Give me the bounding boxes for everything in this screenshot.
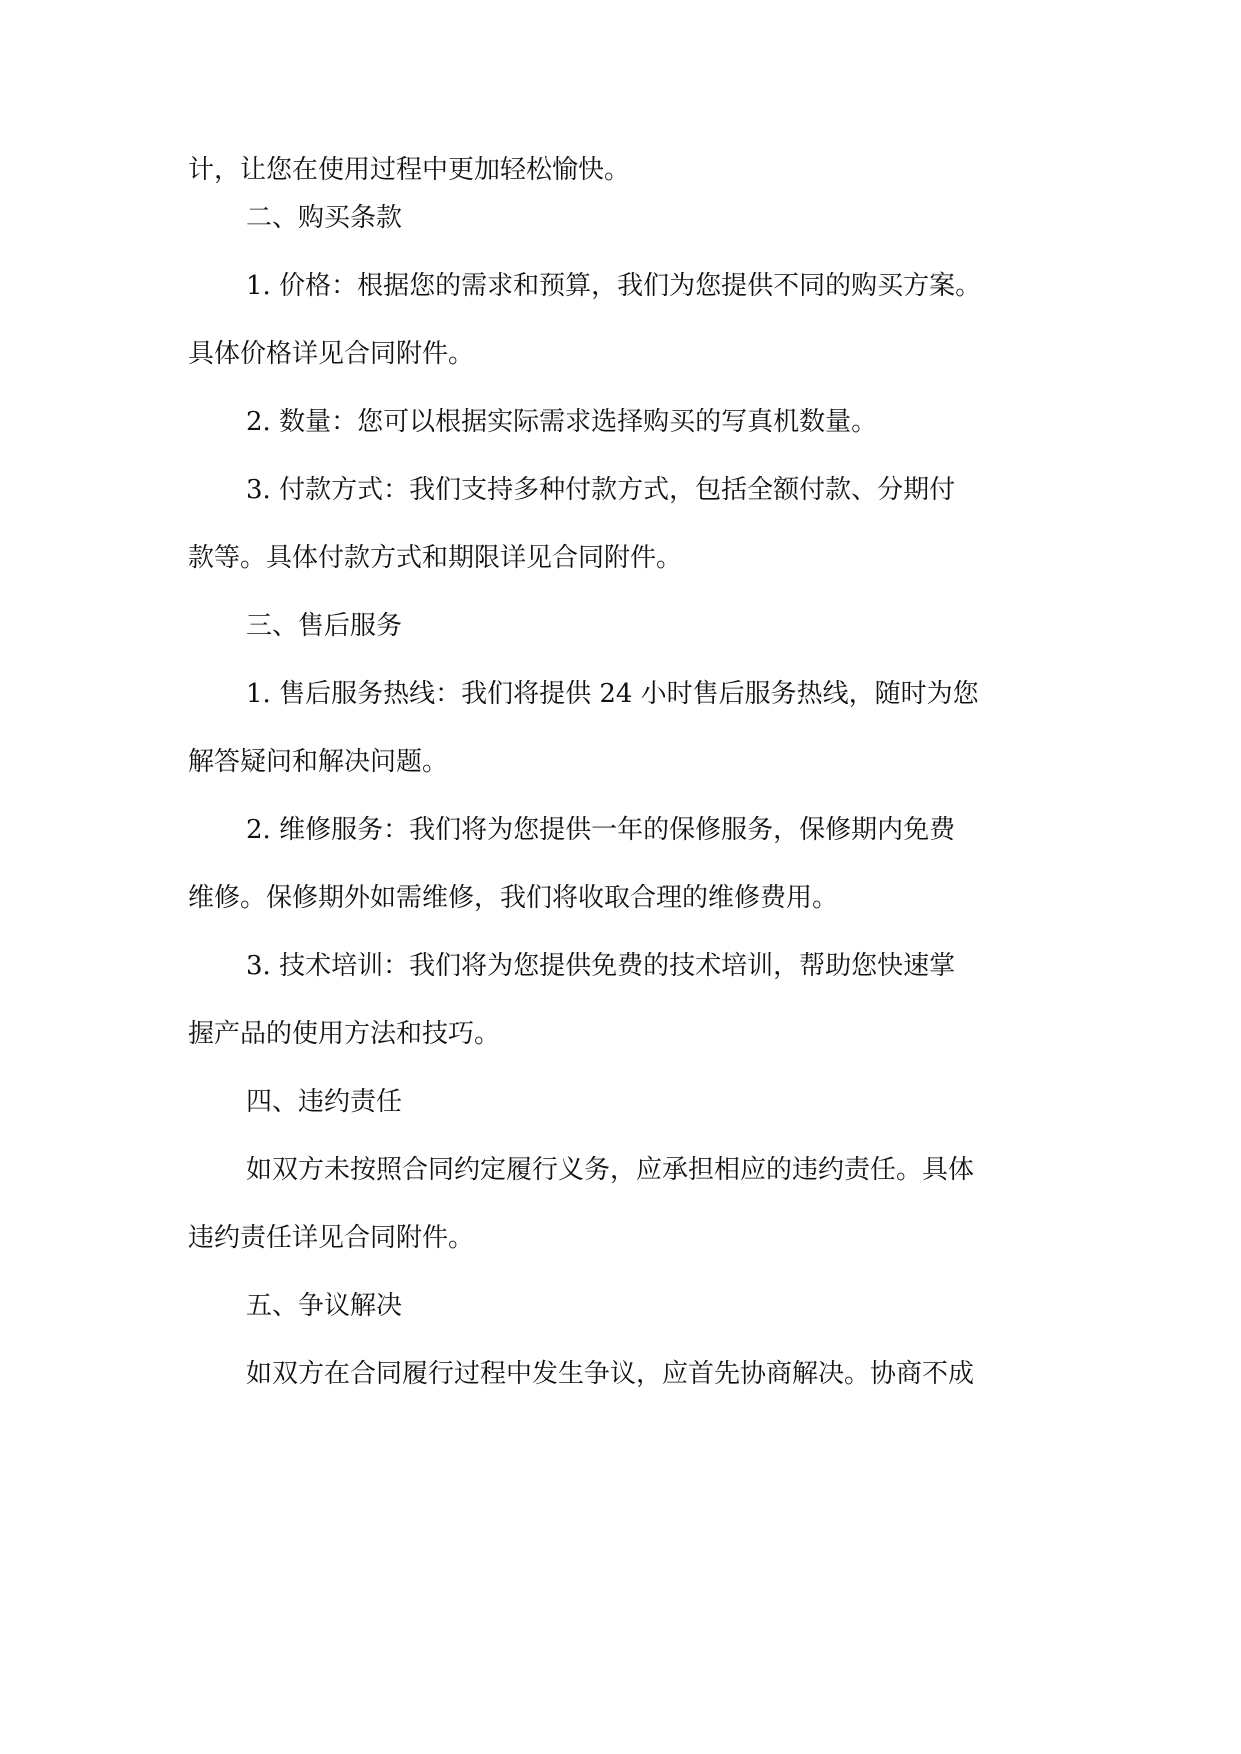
- list-item-price-line: 1. 价格：根据您的需求和预算，我们为您提供不同的购买方案。: [246, 271, 982, 301]
- list-item-quantity: 2. 数量：您可以根据实际需求选择购买的写真机数量。: [246, 407, 878, 437]
- list-item-price-continuation: 具体价格详见合同附件。: [188, 339, 475, 369]
- liability-paragraph-continuation: 违约责任详见合同附件。: [188, 1223, 475, 1253]
- section-heading-after-sales: 三、售后服务: [246, 611, 403, 641]
- list-item-payment-line: 3. 付款方式：我们支持多种付款方式，包括全额付款、分期付: [246, 475, 956, 505]
- liability-paragraph-line: 如双方未按照合同约定履行义务，应承担相应的违约责任。具体: [246, 1155, 975, 1185]
- section-heading-liability: 四、违约责任: [246, 1087, 403, 1117]
- dispute-paragraph-line: 如双方在合同履行过程中发生争议，应首先协商解决。协商不成: [246, 1359, 975, 1389]
- list-item-hotline-continuation: 解答疑问和解决问题。: [188, 747, 449, 777]
- list-item-training-continuation: 握产品的使用方法和技巧。: [188, 1019, 501, 1049]
- list-item-payment-continuation: 款等。具体付款方式和期限详见合同附件。: [188, 543, 683, 573]
- list-item-training-line: 3. 技术培训：我们将为您提供免费的技术培训，帮助您快速掌: [246, 951, 956, 981]
- list-item-repair-continuation: 维修。保修期外如需维修，我们将收取合理的维修费用。: [188, 883, 839, 913]
- paragraph-continuation-line: 计，让您在使用过程中更加轻松愉快。: [188, 155, 631, 185]
- section-heading-purchase-terms: 二、购买条款: [246, 203, 403, 233]
- list-item-hotline-line: 1. 售后服务热线：我们将提供 24 小时售后服务热线，随时为您: [246, 679, 979, 709]
- section-heading-dispute: 五、争议解决: [246, 1291, 403, 1321]
- list-item-repair-line: 2. 维修服务：我们将为您提供一年的保修服务，保修期内免费: [246, 815, 956, 845]
